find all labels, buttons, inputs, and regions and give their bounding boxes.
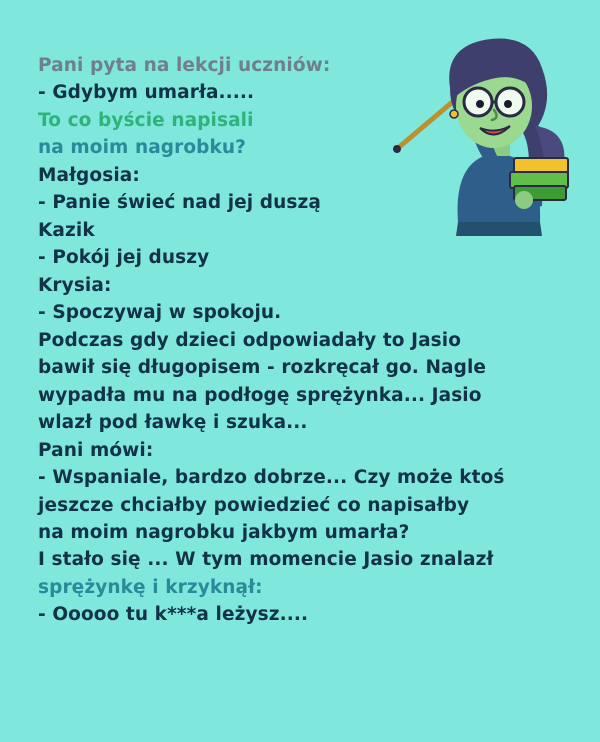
joke-line: I stało się ... W tym momencie Jasio znalazł bbox=[38, 549, 494, 571]
joke-line: wlazł pod ławkę i szuka... bbox=[38, 412, 308, 434]
joke-line: sprężynkę i krzyknął: bbox=[38, 576, 263, 598]
joke-line: Pani pyta na lekcji uczniów: bbox=[38, 55, 331, 76]
joke-line: - Gdybym umarła..... bbox=[38, 82, 255, 104]
joke-text-block bbox=[38, 52, 558, 629]
joke-line: Kazik bbox=[38, 219, 95, 241]
joke-line: - Spoczywaj w spokoju. bbox=[38, 302, 282, 324]
joke-line: Pani mówi: bbox=[38, 439, 154, 461]
joke-line: na moim nagrobku jakbym umarła? bbox=[38, 521, 410, 543]
joke-line: - Ooooo tu k***a leżysz.... bbox=[38, 604, 309, 626]
joke-line: wypadła mu na podłogę sprężynka... Jasio bbox=[38, 384, 482, 406]
joke-line: Małgosia: bbox=[38, 164, 140, 186]
joke-line: jeszcze chciałby powiedzieć co napisałby bbox=[38, 494, 470, 516]
joke-line: - Pokój jej duszy bbox=[38, 247, 210, 269]
joke-line: To co byście napisali bbox=[38, 109, 254, 131]
joke-line: na moim nagrobku? bbox=[38, 137, 247, 159]
joke-line: Podczas gdy dzieci odpowiadały to Jasio bbox=[38, 329, 462, 351]
joke-line: - Wspaniale, bardzo dobrze... Czy może ktoś bbox=[38, 467, 505, 489]
joke-line: Krysia: bbox=[38, 274, 112, 296]
joke-line: - Panie świeć nad jej duszą bbox=[38, 192, 321, 214]
joke-line: bawił się długopisem - rozkręcał go. Nagle bbox=[38, 357, 487, 379]
